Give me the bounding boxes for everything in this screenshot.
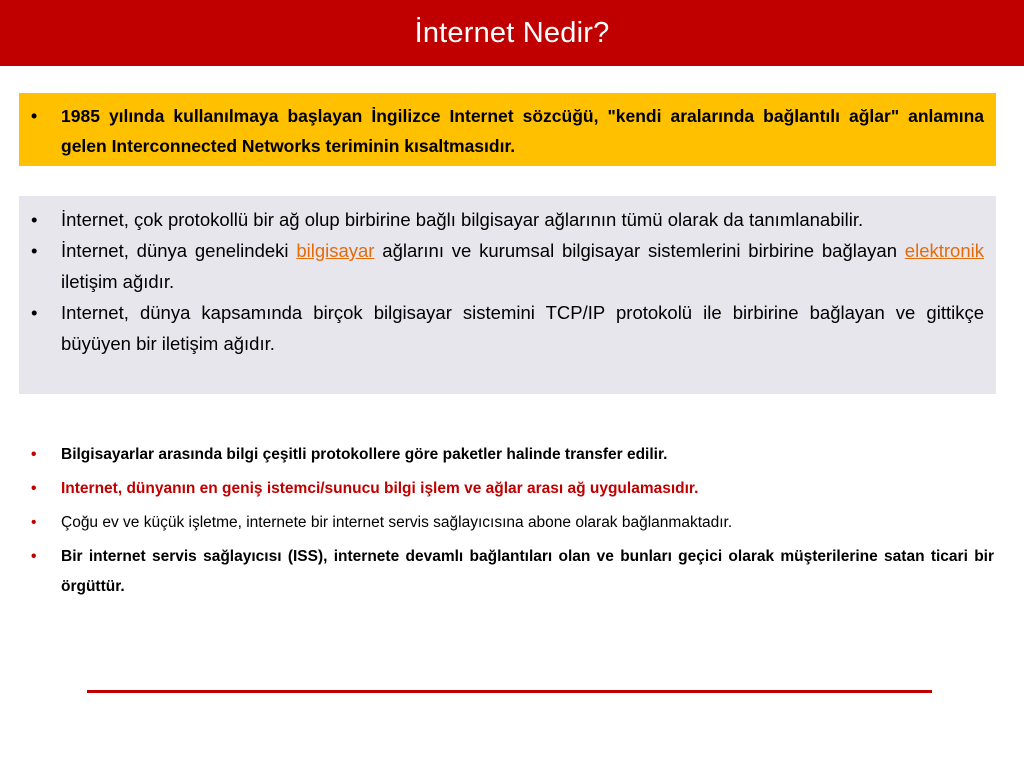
highlight-text: 1985 yılında kullanılmaya başlayan İngilizce Internet sözcüğü, "kendi aralarında bağlantılı ağlar" anlamına gelen Interconnected Networks teriminin kısaltmasıdır. [61,106,984,156]
footer-divider [87,690,932,693]
detail-item [19,508,994,538]
bullet-icon: • [31,209,38,230]
definition-text-part: iletişim ağıdır. [61,271,175,292]
bullet-icon: • [31,480,37,497]
definition-item [19,297,984,359]
bullet-icon: • [31,446,37,463]
title-bar [0,0,1024,66]
details-list [19,440,994,606]
definition-item [19,235,984,297]
detail-text: Çoğu ev ve küçük işletme, internete bir internet servis sağlayıcısına abone olarak bağlanmaktadır. [61,514,733,531]
detail-item [19,542,994,602]
bullet-icon: • [31,302,38,323]
definition-text-part: ağlarını ve kurumsal bilgisayar sistemlerini birbirine bağlayan [374,240,905,261]
detail-text: Bilgisayarlar arasında bilgi çeşitli protokollere göre paketler halinde transfer edilir. [61,446,668,463]
detail-text: Bir internet servis sağlayıcısı (ISS), internete devamlı bağlantıları olan ve bunları geçici olarak müşterilerine satan ticari bir örgüttür. [61,548,994,595]
slide-title: İnternet Nedir? [414,16,610,49]
highlight-box [19,93,996,166]
bullet-icon: • [31,548,37,565]
definition-text: İnternet, çok protokollü bir ağ olup birbirine bağlı bilgisayar ağlarının tümü olarak da tanımlanabilir. [61,209,864,230]
detail-item [19,474,994,504]
bullet-icon: • [31,240,38,261]
definition-text-part: İnternet, dünya genelindeki [61,240,297,261]
definitions-box [19,196,996,394]
elektronik-link[interactable]: elektronik [904,240,984,261]
highlight-item [19,101,984,161]
definition-item [19,204,984,235]
detail-text: Internet, dünyanın en geniş istemci/sunucu bilgi işlem ve ağlar arası ağ uygulamasıdır. [61,480,699,497]
bilgisayar-link[interactable]: bilgisayar [296,240,375,261]
bullet-icon: • [31,106,38,126]
detail-item [19,440,994,470]
definition-text: Internet, dünya kapsamında birçok bilgisayar sistemini TCP/IP protokolü ile birbirine bağlayan ve gittikçe büyüyen bir iletişim ağıdır. [61,302,984,354]
bullet-icon: • [31,514,37,531]
